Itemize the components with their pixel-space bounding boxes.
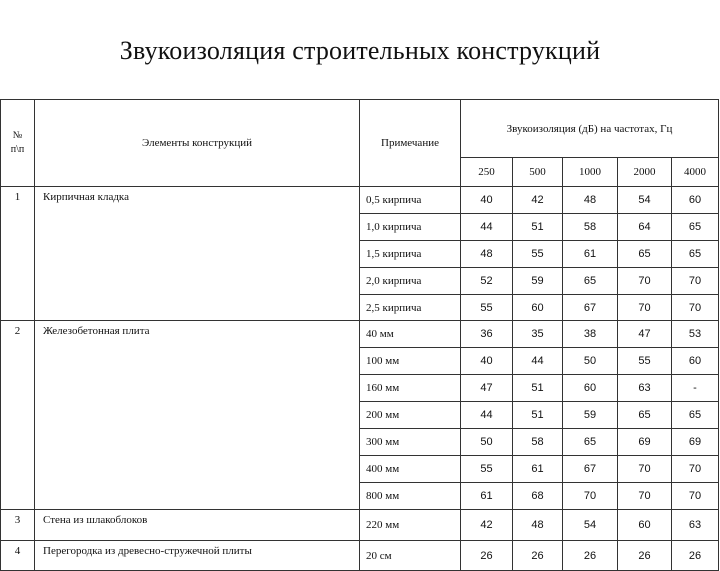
- header-sound-insulation: Звукоизоляция (дБ) на частотах, Гц: [461, 100, 719, 158]
- value-cell: 44: [513, 348, 563, 375]
- value-cell: 40: [461, 348, 513, 375]
- value-cell: 26: [618, 540, 672, 571]
- value-cell: 67: [563, 294, 618, 321]
- value-cell: 65: [563, 267, 618, 294]
- header-number-line1: №: [12, 130, 23, 141]
- value-cell: 26: [513, 540, 563, 571]
- note-cell: 1,5 кирпича: [360, 240, 461, 267]
- note-cell: 220 мм: [360, 509, 461, 540]
- value-cell: 53: [672, 321, 719, 348]
- element-name: Кирпичная кладка: [35, 187, 360, 321]
- table-row: [1, 540, 719, 571]
- note-cell: 100 мм: [360, 348, 461, 375]
- note-cell: 1,0 кирпича: [360, 213, 461, 240]
- note-cell: 160 мм: [360, 375, 461, 402]
- header-note: Примечание: [360, 100, 461, 187]
- value-cell: 55: [461, 294, 513, 321]
- value-cell: 55: [618, 348, 672, 375]
- value-cell: 60: [563, 375, 618, 402]
- row-number: 4: [1, 540, 35, 571]
- value-cell: 58: [563, 213, 618, 240]
- header-freq: 1000: [563, 158, 618, 187]
- row-number: 1: [1, 187, 35, 321]
- value-cell: 65: [618, 402, 672, 429]
- value-cell: 48: [563, 187, 618, 214]
- header-elements: Элементы конструкций: [35, 100, 360, 187]
- value-cell: 48: [513, 509, 563, 540]
- value-cell: 51: [513, 402, 563, 429]
- header-freq: 2000: [618, 158, 672, 187]
- value-cell: 40: [461, 187, 513, 214]
- value-cell: 38: [563, 321, 618, 348]
- value-cell: 70: [672, 455, 719, 482]
- value-cell: 26: [563, 540, 618, 571]
- table-row: [1, 321, 719, 348]
- element-name: Стена из шлакоблоков: [35, 509, 360, 540]
- value-cell: 67: [563, 455, 618, 482]
- value-cell: -: [672, 375, 719, 402]
- note-cell: 0,5 кирпича: [360, 187, 461, 214]
- value-cell: 70: [618, 455, 672, 482]
- table-row: [1, 509, 719, 540]
- header-freq: 4000: [672, 158, 719, 187]
- value-cell: 54: [618, 187, 672, 214]
- value-cell: 65: [618, 240, 672, 267]
- value-cell: 52: [461, 267, 513, 294]
- header-freq: 500: [513, 158, 563, 187]
- value-cell: 44: [461, 213, 513, 240]
- value-cell: 51: [513, 213, 563, 240]
- value-cell: 61: [513, 455, 563, 482]
- value-cell: 36: [461, 321, 513, 348]
- value-cell: 70: [618, 294, 672, 321]
- value-cell: 54: [563, 509, 618, 540]
- value-cell: 65: [672, 240, 719, 267]
- sound-insulation-table: [0, 99, 719, 571]
- value-cell: 69: [618, 429, 672, 456]
- value-cell: 63: [618, 375, 672, 402]
- note-cell: 300 мм: [360, 429, 461, 456]
- note-cell: 40 мм: [360, 321, 461, 348]
- value-cell: 58: [513, 429, 563, 456]
- value-cell: 65: [563, 429, 618, 456]
- value-cell: 61: [461, 482, 513, 509]
- element-name: Перегородка из древесно-стружечной плиты: [35, 540, 360, 571]
- value-cell: 26: [461, 540, 513, 571]
- value-cell: 47: [461, 375, 513, 402]
- value-cell: 47: [618, 321, 672, 348]
- row-number: 3: [1, 509, 35, 540]
- value-cell: 60: [672, 348, 719, 375]
- note-cell: 2,0 кирпича: [360, 267, 461, 294]
- value-cell: 42: [461, 509, 513, 540]
- value-cell: 59: [563, 402, 618, 429]
- value-cell: 70: [563, 482, 618, 509]
- element-name: Железобетонная плита: [35, 321, 360, 509]
- row-number: 2: [1, 321, 35, 509]
- value-cell: 64: [618, 213, 672, 240]
- value-cell: 44: [461, 402, 513, 429]
- value-cell: 50: [563, 348, 618, 375]
- value-cell: 55: [461, 455, 513, 482]
- value-cell: 69: [672, 429, 719, 456]
- value-cell: 70: [672, 482, 719, 509]
- value-cell: 70: [672, 267, 719, 294]
- value-cell: 26: [672, 540, 719, 571]
- value-cell: 60: [618, 509, 672, 540]
- value-cell: 50: [461, 429, 513, 456]
- value-cell: 51: [513, 375, 563, 402]
- value-cell: 65: [672, 402, 719, 429]
- value-cell: 60: [672, 187, 719, 214]
- value-cell: 70: [618, 267, 672, 294]
- header-freq: 250: [461, 158, 513, 187]
- value-cell: 35: [513, 321, 563, 348]
- page-title: Звукоизоляция строительных конструкций: [119, 36, 601, 65]
- value-cell: 55: [513, 240, 563, 267]
- value-cell: 59: [513, 267, 563, 294]
- note-cell: 800 мм: [360, 482, 461, 509]
- header-number-line2: п\п: [10, 144, 25, 155]
- note-cell: 2,5 кирпича: [360, 294, 461, 321]
- note-cell: 400 мм: [360, 455, 461, 482]
- value-cell: 70: [618, 482, 672, 509]
- header-number: [1, 100, 35, 187]
- note-cell: 20 см: [360, 540, 461, 571]
- value-cell: 68: [513, 482, 563, 509]
- value-cell: 63: [672, 509, 719, 540]
- value-cell: 48: [461, 240, 513, 267]
- value-cell: 65: [672, 213, 719, 240]
- value-cell: 60: [513, 294, 563, 321]
- value-cell: 70: [672, 294, 719, 321]
- value-cell: 42: [513, 187, 563, 214]
- value-cell: 61: [563, 240, 618, 267]
- note-cell: 200 мм: [360, 402, 461, 429]
- table-row: [1, 187, 719, 214]
